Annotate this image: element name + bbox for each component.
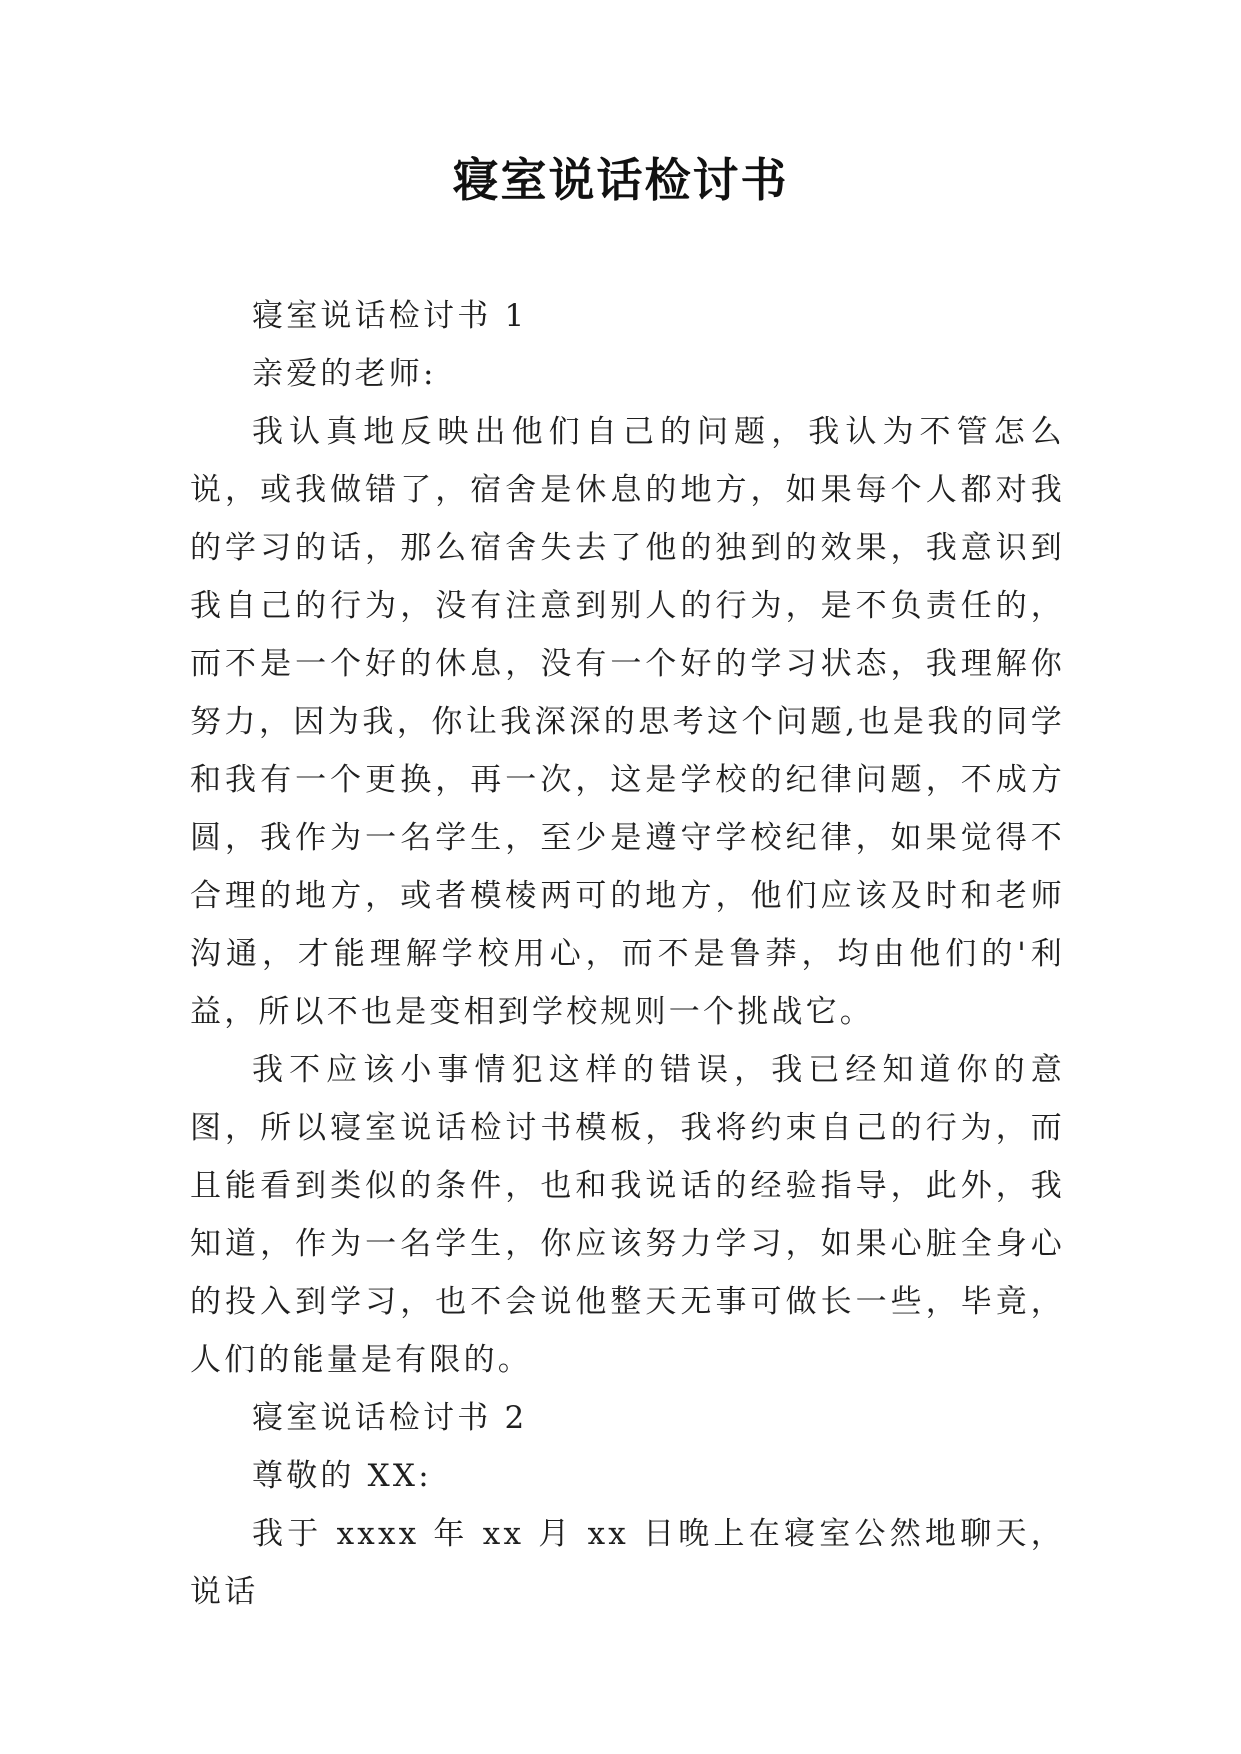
salutation-2: 尊敬的 XX: bbox=[252, 1458, 432, 1494]
document-title: 寝室说话检讨书 bbox=[452, 153, 789, 207]
body-paragraph: 我不应该小事情犯这样的错误，我已经知道你的意图，所以寝室说话检讨书模板，我将约束自己的行为，而且能看到类似的条件，也和我说话的经验指导，此外，我知道，作为一名学生，你应该努力学习，如果心脏全身心的投入到学习，也不会说他整天无事可做长一些，毕竟，人们的能量是有限的。 bbox=[190, 1052, 1065, 1378]
section-heading-1: 寝室说话检讨书 1 bbox=[252, 298, 528, 334]
body-paragraph: 我认真地反映出他们自己的问题，我认为不管怎么说，或我做错了，宿舍是休息的地方，如果每个人都对我的学习的话，那么宿舍失去了他的独到的效果，我意识到我自己的行为，没有注意到别人的行为，是不负责任的，而不是一个好的休息，没有一个好的学习状态，我理解你努力，因为我，你让我深深的思考这个问题,也是我的同学和我有一个更换，再一次，这是学校的纪律问题，不成方圆，我作为一名学生，至少是遵守学校纪律，如果觉得不合理的地方，或者模棱两可的地方，他们应该及时和老师沟通，才能理解学校用心，而不是鲁莽，均由他们的'利益，所以不也是变相到学校规则一个挑战它。 bbox=[190, 414, 1065, 1030]
document-body bbox=[190, 287, 1065, 1621]
section-heading-2: 寝室说话检讨书 2 bbox=[252, 1400, 528, 1436]
body-paragraph: 我于 xxxx 年 xx 月 xx 日晚上在寝室公然地聊天，说话 bbox=[190, 1516, 1065, 1610]
salutation-1: 亲爱的老师: bbox=[252, 356, 437, 392]
